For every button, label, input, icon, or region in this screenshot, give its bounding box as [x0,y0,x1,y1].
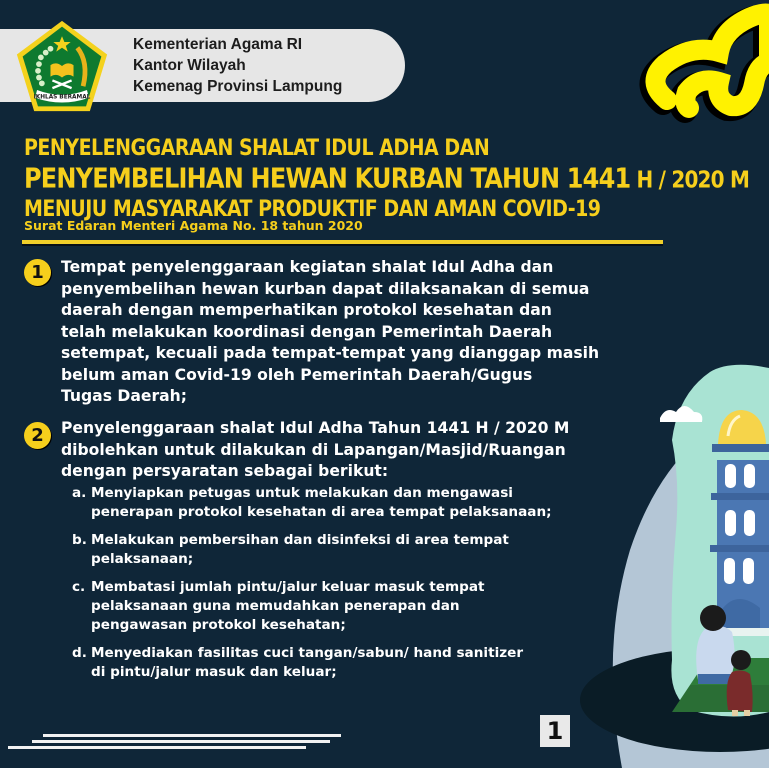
footer-rule-1 [43,734,341,737]
text-line: Membatasi jumlah pintu/jalur keluar masuk tempat [91,579,485,595]
footer-rule-3 [8,746,306,749]
text-line: pelaksanaan guna memudahkan penerapan dan [91,598,460,614]
item-letter: c. [72,579,86,595]
requirements-list [72,484,552,691]
decorative-swirl-icon [549,0,769,130]
org-line-province: Kemenag Provinsi Lampung [133,78,343,95]
point-2-text [61,418,569,483]
text-line: penyembelihan hewan kurban dapat dilaksanakan di semua [61,279,590,298]
text-line: dengan persyaratan sebagai berikut: [61,462,389,480]
org-line-ministry: Kementerian Agama RI [133,36,303,53]
text-line: penerapan protokol kesehatan di area tempat pelaksanaan; [91,504,552,520]
item-letter: d. [72,645,87,661]
title-line-2 [24,161,749,197]
title-line-2-main: PENYEMBELIHAN HEWAN KURBAN TAHUN 1441 [24,162,631,195]
title-line-1: PENYELENGGARAAN SHALAT IDUL ADHA DAN [24,135,490,161]
point-1-text [61,257,599,408]
title-block [24,133,749,220]
mosque-illustration [560,360,769,768]
text-line: Penyelenggaraan shalat Idul Adha Tahun 1441 H / 2020 M [61,419,570,437]
requirement-item-d [72,644,552,682]
text-line: daerah dengan memperhatikan protokol kesehatan dan [61,301,552,319]
requirement-item-a [72,484,552,522]
text-line: Menyiapkan petugas untuk melakukan dan mengawasi [91,485,513,501]
text-line: di pintu/jalur masuk dan keluar; [91,664,337,680]
point-number-badge-2: 2 [24,422,51,449]
kemenag-emblem-icon [14,17,110,117]
point-number-badge-1: 1 [24,259,51,286]
requirement-item-c [72,578,552,635]
item-letter: b. [72,532,87,548]
text-line: setempat, kecuali pada tempat-tempat yang dianggap masih [61,344,600,362]
text-line: Melakukan pembersihan dan disinfeksi di area tempat [91,532,509,548]
footer-rule-2 [32,740,330,743]
svg-text:IKHLAS BERAMAL: IKHLAS BERAMAL [33,94,91,101]
circular-reference: Surat Edaran Menteri Agama No. 18 tahun 2020 [24,218,363,233]
page-number: 1 [540,715,570,747]
requirement-item-b [72,531,552,569]
title-divider [22,240,663,244]
text-line: telah melakukan koordinasi dengan Pemerintah Daerah [61,322,553,341]
text-line: dibolehkan untuk dilakukan di Lapangan/Masjid/Ruangan [61,440,566,459]
title-line-2-suffix: H / 2020 M [630,165,750,194]
text-line: Tugas Daerah; [61,387,188,405]
title-line-3: MENUJU MASYARAKAT PRODUKTIF DAN AMAN COVID-19 [24,196,601,222]
text-line: pengawasan protokol kesehatan; [91,617,346,633]
org-line-office: Kantor Wilayah [133,57,246,74]
text-line: belum aman Covid-19 oleh Pemerintah Daerah/Gugus [61,365,533,384]
item-letter: a. [72,485,87,501]
text-line: Tempat penyelenggaraan kegiatan shalat Idul Adha dan [61,258,554,276]
organization-name [133,34,342,97]
text-line: Menyediakan fasilitas cuci tangan/sabun/ hand sanitizer [91,645,524,661]
text-line: pelaksanaan; [91,551,194,567]
